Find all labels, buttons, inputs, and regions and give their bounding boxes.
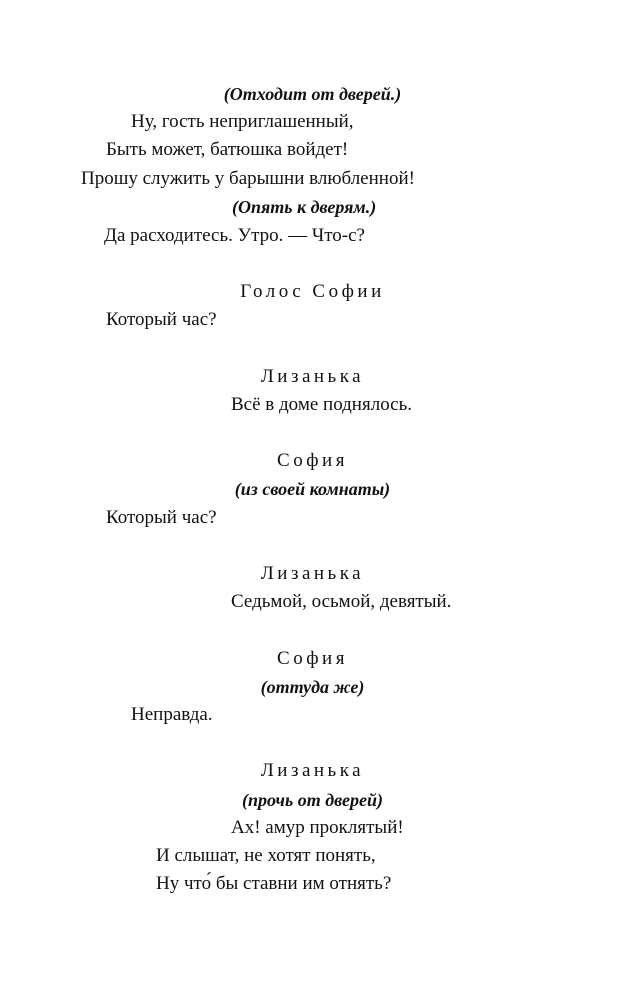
verse-line: Ну, гость неприглашенный, bbox=[131, 111, 354, 132]
verse-line: Который час? bbox=[106, 507, 217, 528]
verse-line: Ну что́ бы ставни им отнять? bbox=[156, 873, 392, 894]
stage-direction: (Отходит от дверей.) bbox=[223, 84, 402, 104]
verse-line: Прошу служить у барышни влюбленной! bbox=[81, 168, 415, 189]
stage-direction: (прочь от дверей) bbox=[242, 790, 383, 810]
stage-direction: (Опять к дверям.) bbox=[232, 197, 377, 217]
speaker-name: София bbox=[277, 648, 348, 669]
verse-line: Седьмой, осьмой, девятый. bbox=[231, 591, 452, 612]
speaker-name: Лизанька bbox=[260, 760, 365, 781]
speaker-name: София bbox=[277, 450, 348, 471]
stage-direction: (оттуда же) bbox=[260, 677, 365, 697]
speaker-name: Лизанька bbox=[260, 366, 365, 387]
verse-line: Быть может, батюшка войдет! bbox=[106, 139, 349, 160]
stage-direction: (из своей комнаты) bbox=[234, 479, 391, 499]
verse-line: Ах! амур проклятый! bbox=[231, 817, 404, 838]
speaker-name: Голос Софии bbox=[240, 281, 385, 302]
verse-line: И слышат, не хотят понять, bbox=[156, 845, 376, 866]
verse-line: Всё в доме поднялось. bbox=[231, 394, 413, 415]
verse-line: Неправда. bbox=[131, 704, 213, 725]
verse-line: Да расходитесь. Утро. — Что-с? bbox=[104, 225, 365, 246]
verse-line: Который час? bbox=[106, 309, 217, 330]
speaker-name: Лизанька bbox=[260, 563, 365, 584]
